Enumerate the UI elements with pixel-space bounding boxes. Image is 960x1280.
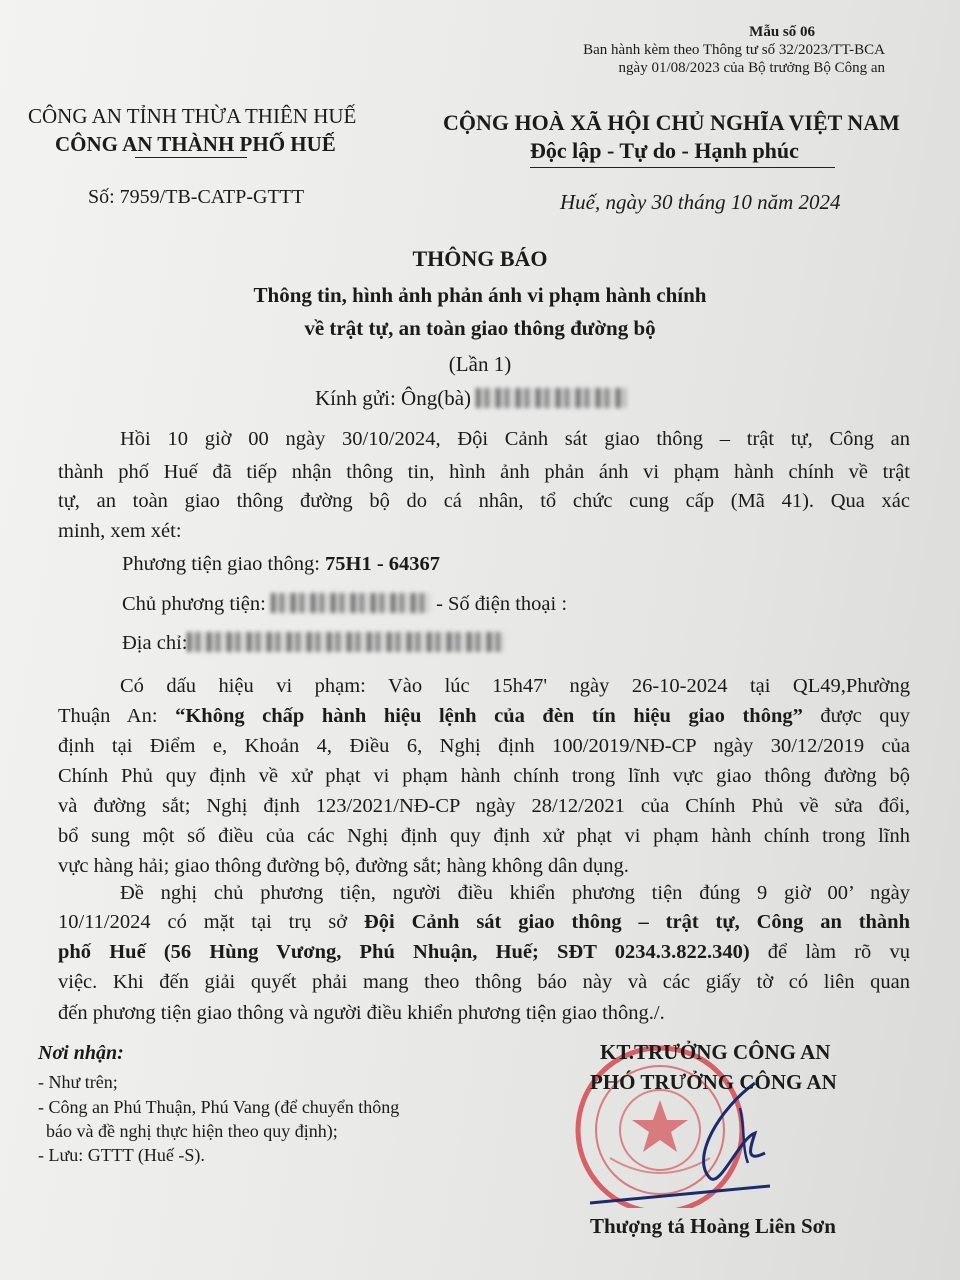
address-line	[122, 632, 960, 655]
owner-line	[122, 593, 960, 616]
recipient-item-3: - Lưu: GTTT (Huế -S).	[38, 1145, 205, 1165]
request-address: phố Huế (56 Hùng Vương, Phú Nhuận, Huế; SĐT 0234.3.822.340)	[58, 941, 750, 963]
recipients-label: Nơi nhận:	[38, 1042, 124, 1064]
recipient-item-2-cont: báo và đề nghị thực hiện theo quy định);	[46, 1121, 338, 1141]
vehicle-label: Phương tiện giao thông:	[122, 553, 326, 575]
redacted-address	[187, 632, 505, 652]
paragraph1-line4: minh, xem xét:	[58, 520, 182, 542]
recipient-line	[315, 386, 626, 411]
request-line4: việc. Khi đến giải quyết phải mang theo thông báo này và các giấy tờ có liên quan	[58, 971, 910, 993]
form-issued-date: ngày 01/08/2023 của Bộ trưởng Bộ Công an	[618, 60, 885, 76]
request-line3-tail: để làm rõ vụ	[749, 941, 910, 963]
recipient-item-1: - Như trên;	[38, 1072, 118, 1092]
agency-parent: CÔNG AN TỈNH THỪA THIÊN HUẾ	[28, 104, 357, 128]
paragraph1-line3: tự, an toàn giao thông đường bộ do cá nhân, tổ chức cung cấp (Mã 41). Qua xác	[58, 490, 910, 512]
request-line2-start: 10/11/2024 có mặt tại trụ sở	[58, 911, 364, 933]
document-subtitle-line1: Thông tin, hình ảnh phản ánh vi phạm hành chính	[253, 283, 707, 307]
address-label: Địa chỉ:	[122, 632, 188, 654]
violation-description: “Không chấp hành hiệu lệnh của đèn tín hiệu giao thông”	[175, 705, 803, 727]
form-issued-line: Ban hành kèm theo Thông tư số 32/2023/TT-BCA	[583, 42, 885, 58]
agency-name: CÔNG AN THÀNH PHỐ HUẾ	[55, 132, 336, 156]
signature-title-line1: KT.TRƯỞNG CÔNG AN	[600, 1040, 831, 1064]
agency-underline	[135, 157, 247, 158]
redacted-owner	[271, 593, 431, 613]
violation-location-tail: Thuận An:	[58, 705, 176, 727]
motto-underline	[530, 167, 835, 168]
violation-line6: bổ sung một số điều của các Nghị định quy định xử phạt vi phạm hành chính trong lĩnh	[58, 825, 910, 847]
violation-line3: định tại Điểm e, Khoản 4, Điều 6, Nghị định 100/2019/NĐ-CP ngày 30/12/2019 của	[58, 735, 910, 757]
violation-line4: Chính Phủ quy định về xử phạt vi phạm hành chính trong lĩnh vực giao thông đường bộ	[58, 765, 910, 787]
document-title: THÔNG BÁO	[412, 246, 548, 271]
vehicle-line	[122, 553, 960, 576]
request-line2	[58, 911, 910, 934]
violation-line7: vực hàng hải; giao thông đường bộ, đường sắt; hàng không dân dụng.	[58, 855, 629, 877]
signature-title-line2: PHÓ TRƯỞNG CÔNG AN	[590, 1070, 837, 1094]
request-unit: Đội Cảnh sát giao thông – trật tự, Công an thành	[363, 911, 910, 933]
recipient-label: Kính gửi: Ông(bà)	[315, 386, 472, 410]
request-line3	[58, 941, 910, 964]
document-subtitle-line2: về trật tự, an toàn giao thông đường bộ	[304, 316, 656, 340]
paragraph1-line2: thành phố Huế đã tiếp nhận thông tin, hình ảnh phản ánh vi phạm hành chính về trật	[58, 461, 910, 483]
signer-name: Thượng tá Hoàng Liên Sơn	[590, 1214, 836, 1238]
nation-title: CỘNG HOÀ XÃ HỘI CHỦ NGHĨA VIỆT NAM	[443, 110, 900, 135]
violation-line2	[58, 705, 910, 728]
violation-line5: và đường sắt; Nghị định 123/2021/NĐ-CP ngày 28/12/2021 của Chính Phủ về sửa đổi,	[58, 795, 910, 817]
redacted-name	[476, 388, 626, 408]
notice-count: (Lần 1)	[448, 352, 512, 376]
document-number: Số: 7959/TB-CATP-GTTT	[88, 186, 305, 208]
request-line5: đến phương tiện giao thông và người điều khiển phương tiện giao thông./.	[58, 1002, 665, 1024]
paragraph1-line1: Hồi 10 giờ 00 ngày 30/10/2024, Đội Cảnh sát giao thông – trật tự, Công an	[120, 428, 910, 450]
violation-line2-tail: được quy	[802, 705, 910, 727]
national-motto: Độc lập - Tự do - Hạnh phúc	[530, 138, 799, 163]
phone-label: - Số điện thoại :	[430, 593, 568, 615]
request-line1: Đề nghị chủ phương tiện, người điều khiển phương tiện đúng 9 giờ 00’ ngày	[120, 882, 910, 904]
vehicle-plate: 75H1 - 64367	[325, 553, 441, 575]
violation-line1: Có dấu hiệu vi phạm: Vào lúc 15h47' ngày 26-10-2024 tại QL49,Phường	[120, 675, 910, 697]
recipient-item-2: - Công an Phú Thuận, Phú Vang (để chuyển thông	[38, 1097, 400, 1117]
form-number: Mẫu số 06	[749, 24, 815, 40]
place-date: Huế, ngày 30 tháng 10 năm 2024	[560, 190, 841, 214]
owner-label: Chủ phương tiện:	[122, 593, 271, 615]
